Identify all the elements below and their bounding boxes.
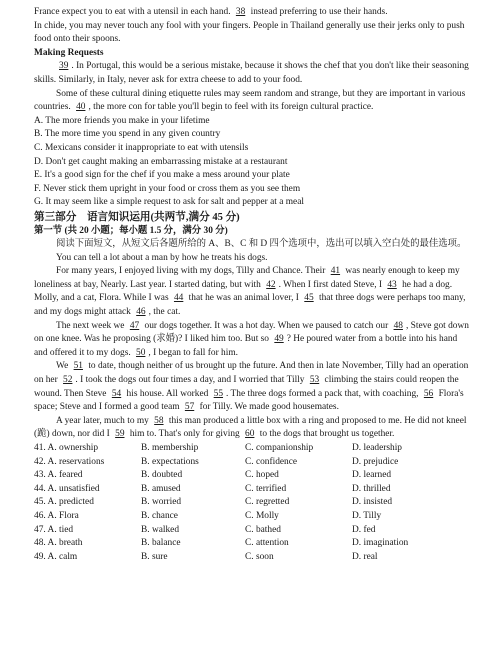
cloze-paragraph	[34, 415, 471, 442]
option-row	[34, 551, 471, 565]
text-run: Flora's space; Steve and I formed a good team	[34, 388, 464, 413]
passage-line: In chide, you may never touch any fool with your fingers. People in Thailand generally use their jerks only to push food onto their spoons.	[34, 20, 465, 45]
option: D. Tilly	[352, 510, 382, 521]
blank-51: 51	[73, 361, 83, 372]
blank-44: 44	[173, 293, 184, 304]
passage-heading: Making Requests	[34, 47, 104, 58]
section-instructions: 阅读下面短文，从短文后各题所给的 A、B、C 和 D 四个选项中，选出可以填入空白处的最佳选项。	[56, 239, 467, 250]
option: D. real	[352, 551, 378, 562]
text-run: ? He poured water from a bottle into his hand and offered it to my dogs.	[34, 334, 458, 358]
text-run: The next week we	[56, 320, 125, 331]
text-run: instead preferring to use their hands.	[250, 7, 388, 17]
option: D. thrilled	[352, 483, 391, 494]
option-row	[34, 442, 471, 456]
blank-45: 45	[304, 293, 314, 304]
option: 44. A. unsatisfied	[34, 483, 100, 494]
blank-41: 41	[330, 266, 341, 277]
option-row	[34, 456, 471, 470]
text-run: We	[56, 361, 69, 372]
blank-39: 39	[59, 61, 69, 72]
seven-choice-options	[34, 115, 471, 210]
option: 41. A. ownership	[34, 443, 99, 453]
section-title: 第三部分 语言知识运用(共两节,满分 45 分)	[34, 211, 240, 223]
option-line: D. Don't get caught making an embarrassing mistake at a restaurant	[34, 156, 288, 167]
text-run: to the dogs that brought us together.	[259, 429, 395, 440]
text-run: . When I first dated Steve, I	[278, 279, 383, 290]
option: B. membership	[141, 443, 199, 453]
option-line: G. It may seem like a simple request to ask for salt and pepper at a meal	[34, 197, 304, 208]
blank-38: 38	[235, 7, 246, 17]
option: B. amused	[141, 483, 181, 494]
option-line: F. Never stick them upright in your food or cross them as you see them	[34, 183, 301, 194]
blank-54: 54	[111, 388, 122, 399]
option: B. sure	[141, 551, 168, 562]
cloze-paragraph	[34, 360, 471, 414]
passage-paragraph	[34, 60, 471, 87]
option: C. regretted	[245, 497, 290, 508]
cloze-paragraph: You can tell a lot about a man by how he treats his dogs.	[56, 252, 268, 263]
option: B. expectations	[141, 456, 199, 467]
blank-58: 58	[154, 415, 164, 426]
option: 48. A. breath	[34, 538, 83, 549]
option: 46. A. Flora	[34, 510, 79, 521]
blank-42: 42	[266, 279, 276, 290]
option-row	[34, 537, 471, 551]
text-run: A year later, much to my	[56, 415, 149, 426]
option: 45. A. predicted	[34, 497, 94, 508]
cloze-paragraph	[34, 265, 471, 319]
option-line: E. It's a good sign for the chef if you make a mess around your plate	[34, 170, 290, 181]
passage-line	[34, 6, 471, 20]
option: 43. A. feared	[34, 470, 83, 481]
blank-52: 52	[63, 375, 73, 386]
text-run: was nearly enough to keep my loneliness at bay, Nearly. Last year. I started dating, but with	[34, 266, 460, 290]
blank-48: 48	[393, 320, 403, 331]
blank-59: 59	[115, 429, 125, 440]
text-run: he had a dog. Molly, and a cat, Flora. While I was	[34, 279, 453, 304]
option: 47. A. tied	[34, 524, 74, 535]
option-row	[34, 524, 471, 538]
text-run: , I began to fall for him.	[148, 347, 238, 358]
option: C. confidence	[245, 456, 298, 467]
text-run: , the more con for table you'll begin to feel with its foreign cultural practice.	[88, 102, 374, 113]
blank-43: 43	[387, 279, 397, 290]
option-row	[34, 469, 471, 483]
passage-paragraph	[34, 88, 471, 115]
text-run: Some of these cultural dining etiquette rules may seem random and strange, but they are important in various countries.	[34, 88, 466, 113]
option: C. terrified	[245, 483, 287, 494]
option: B. balance	[141, 538, 181, 549]
blank-49: 49	[274, 334, 284, 345]
text-run: . The three dogs formed a pack that, with coaching,	[226, 388, 419, 399]
option: D. leadership	[352, 443, 402, 453]
option: C. attention	[245, 538, 289, 549]
text-run: . I took the dogs out four times a day, and I worried that Tilly	[75, 375, 305, 386]
blank-50: 50	[136, 347, 146, 358]
option: B. walked	[141, 524, 180, 535]
option: C. soon	[245, 551, 274, 562]
option: C. companionship	[245, 443, 314, 453]
option-line: C. Mexicans consider it inappropriate to eat with utensils	[34, 142, 249, 153]
blank-46: 46	[136, 307, 146, 318]
option-row	[34, 483, 471, 497]
option: B. doubted	[141, 470, 183, 481]
text-run: that he was an animal lover, I	[188, 293, 299, 304]
option-line: A. The more friends you make in your lifetime	[34, 115, 210, 126]
text-run: for Tilly. We made good housemates.	[199, 402, 339, 413]
option: D. learned	[352, 470, 392, 481]
text-run: this man produced a little box with a ring and proposed to me. He did not kneel (跪) down, nor did I	[34, 415, 467, 440]
blank-40: 40	[76, 102, 86, 113]
option: B. chance	[141, 510, 178, 521]
answer-options	[34, 442, 471, 564]
blank-60: 60	[245, 429, 255, 440]
option: D. insisted	[352, 497, 393, 508]
option-row	[34, 510, 471, 524]
text-run: France expect you to eat with a utensil in each hand.	[34, 7, 231, 17]
blank-55: 55	[213, 388, 224, 399]
option: C. hoped	[245, 470, 279, 481]
section-subtitle: 第一节 (共 20 小题；每小题 1.5 分，满分 30 分)	[34, 225, 228, 236]
text-run: his house. All worked	[126, 388, 209, 399]
option: D. fed	[352, 524, 376, 535]
text-run: that three dogs were perhaps too many, and my dogs might attack	[34, 293, 466, 318]
blank-56: 56	[423, 388, 434, 399]
text-run: our dogs together. It was a hot day. When we paused to catch our	[144, 320, 389, 331]
blank-57: 57	[184, 402, 195, 413]
option: B. worried	[141, 497, 182, 508]
text-run: , the cat.	[148, 307, 181, 318]
text-run: him to. That's only for giving	[129, 429, 240, 440]
option: D. prejudice	[352, 456, 399, 467]
text-run: , Steve got down on one knee. Was he proposing (求婚)? I liked him too. But so	[34, 320, 469, 345]
option-row	[34, 496, 471, 510]
text-run: . In Portugal, this would be a serious mistake, because it shows the chef that you don't like their seasoning skills. Similarly, in Italy, never ask for extra cheese to add to your food.	[34, 61, 469, 85]
option: D. imagination	[352, 538, 409, 549]
cloze-paragraph	[34, 320, 471, 361]
text-run: For many years, I enjoyed living with my dogs, Tilly and Chance. Their	[56, 266, 326, 277]
option: C. bathed	[245, 524, 281, 535]
blank-53: 53	[309, 375, 320, 386]
option: C. Molly	[245, 510, 279, 521]
option-line: B. The more time you spend in any given country	[34, 129, 221, 140]
option: 49. A. calm	[34, 551, 78, 562]
text-run: climbing the stairs could reopen the wound. Then Steve	[34, 375, 459, 399]
blank-47: 47	[129, 320, 140, 331]
option: 42. A. reservations	[34, 456, 105, 467]
text-run: to date, though neither of us brought up the future. And then in late November, Tilly had an operation on her	[34, 361, 469, 386]
